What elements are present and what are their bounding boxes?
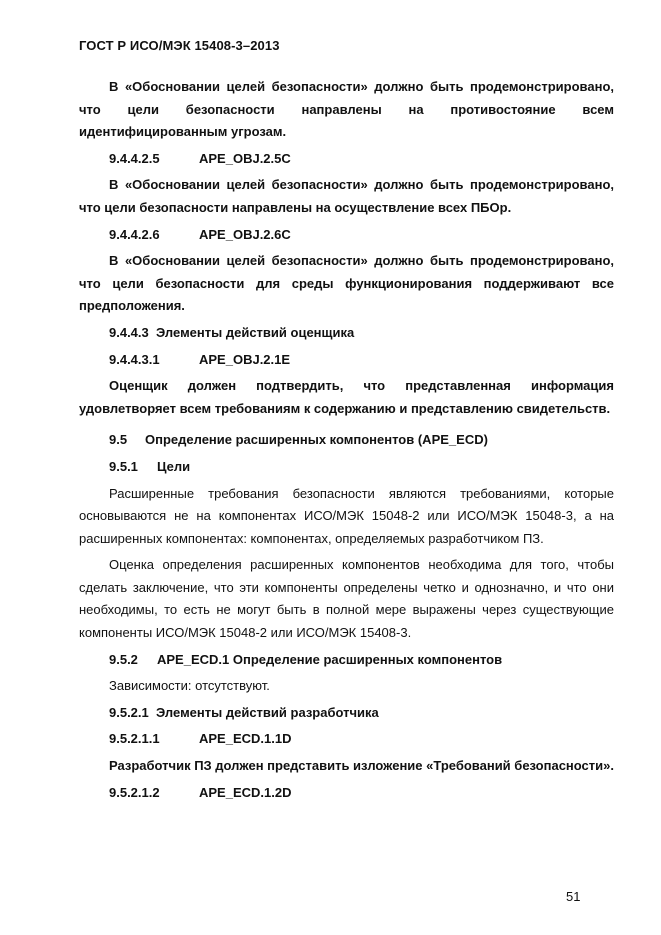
- section-heading-9-5-2: [79, 649, 614, 672]
- section-number: 9.4.4.3.1: [109, 351, 160, 367]
- section-title: Определение расширенных компонентов (APE_ECD): [145, 432, 488, 448]
- section-number: 9.5.2.1: [109, 704, 149, 720]
- section-number: 9.5.2.1.2: [109, 784, 160, 800]
- section-heading-9-4-4-2-5: [79, 148, 614, 171]
- section-title: Элементы действий разработчика: [156, 704, 379, 720]
- paragraph-dependencies: Зависимости: отсутствуют.: [109, 678, 270, 694]
- paragraph-objectives-threats: В «Обосновании целей безопасности» должно быть продемонстрировано, что цели безопасности направлены на противостояние всем идентифицированным угрозам.: [79, 79, 614, 140]
- section-title: APE_ECD.1.2D: [199, 784, 292, 800]
- section-number: 9.4.4.2.5: [109, 150, 160, 166]
- section-title: APE_ECD.1.1D: [199, 731, 292, 747]
- section-heading-9-4-4-3-1: [79, 349, 614, 372]
- section-heading-9-4-4-3: [79, 322, 614, 345]
- document-header: ГОСТ Р ИСО/МЭК 15408-3–2013: [79, 38, 280, 53]
- section-heading-9-5: [79, 429, 614, 452]
- section-title: Элементы действий оценщика: [156, 324, 355, 340]
- section-heading-9-5-1: [79, 456, 614, 479]
- section-title: APE_OBJ.2.1E: [199, 351, 291, 367]
- section-title: Цели: [157, 458, 191, 474]
- section-title: APE_OBJ.2.5C: [199, 150, 291, 166]
- section-number: 9.4.4.3: [109, 324, 149, 340]
- paragraph-extended-requirements: Расширенные требования безопасности являются требованиями, которые основываются не на компонентах ИСО/МЭК 15048-2 или ИСО/МЭК 15048-3, а на расширенных компонентах: компонентах, определяемых разработчиком ПЗ.: [79, 485, 614, 546]
- paragraph-developer-present: Разработчик ПЗ должен представить изложение «Требований безопасности».: [109, 758, 614, 774]
- paragraph-objectives-assumptions: В «Обосновании целей безопасности» должно быть продемонстрировано, что цели безопасности для среды функционирования поддерживают все предположения.: [79, 253, 614, 314]
- section-number: 9.4.4.2.6: [109, 226, 160, 242]
- section-number: 9.5.2.1.1: [109, 731, 160, 747]
- document-body: [79, 76, 614, 808]
- paragraph-evaluator-confirm: Оценщик должен подтвердить, что представленная информация удовлетворяет всем требованиям к содержанию и представлению свидетельств.: [79, 378, 614, 416]
- section-heading-9-4-4-2-6: [79, 224, 614, 247]
- section-number: 9.5.1: [109, 458, 138, 474]
- page-number: 51: [566, 889, 581, 904]
- paragraph-extended-evaluation: Оценка определения расширенных компонентов необходима для того, чтобы сделать заключение, что эти компоненты определены четко и однозначно, и что они необходимы, то есть не могут быть в полной мере выражены через существующие компоненты ИСО/МЭК 15048-2 или ИСО/МЭК 15408-3.: [79, 557, 614, 641]
- section-title: APE_OBJ.2.6C: [199, 226, 291, 242]
- section-number: 9.5.2: [109, 651, 138, 667]
- section-title: APE_ECD.1 Определение расширенных компонентов: [157, 651, 503, 667]
- section-heading-9-5-2-1-1: [79, 728, 614, 751]
- section-heading-9-5-2-1-2: [79, 782, 614, 805]
- section-number: 9.5: [109, 432, 128, 448]
- paragraph-objectives-osp: В «Обосновании целей безопасности» должно быть продемонстрировано, что цели безопасности направлены на осуществление всех ПБОр.: [79, 177, 614, 215]
- section-heading-9-5-2-1: [79, 702, 614, 725]
